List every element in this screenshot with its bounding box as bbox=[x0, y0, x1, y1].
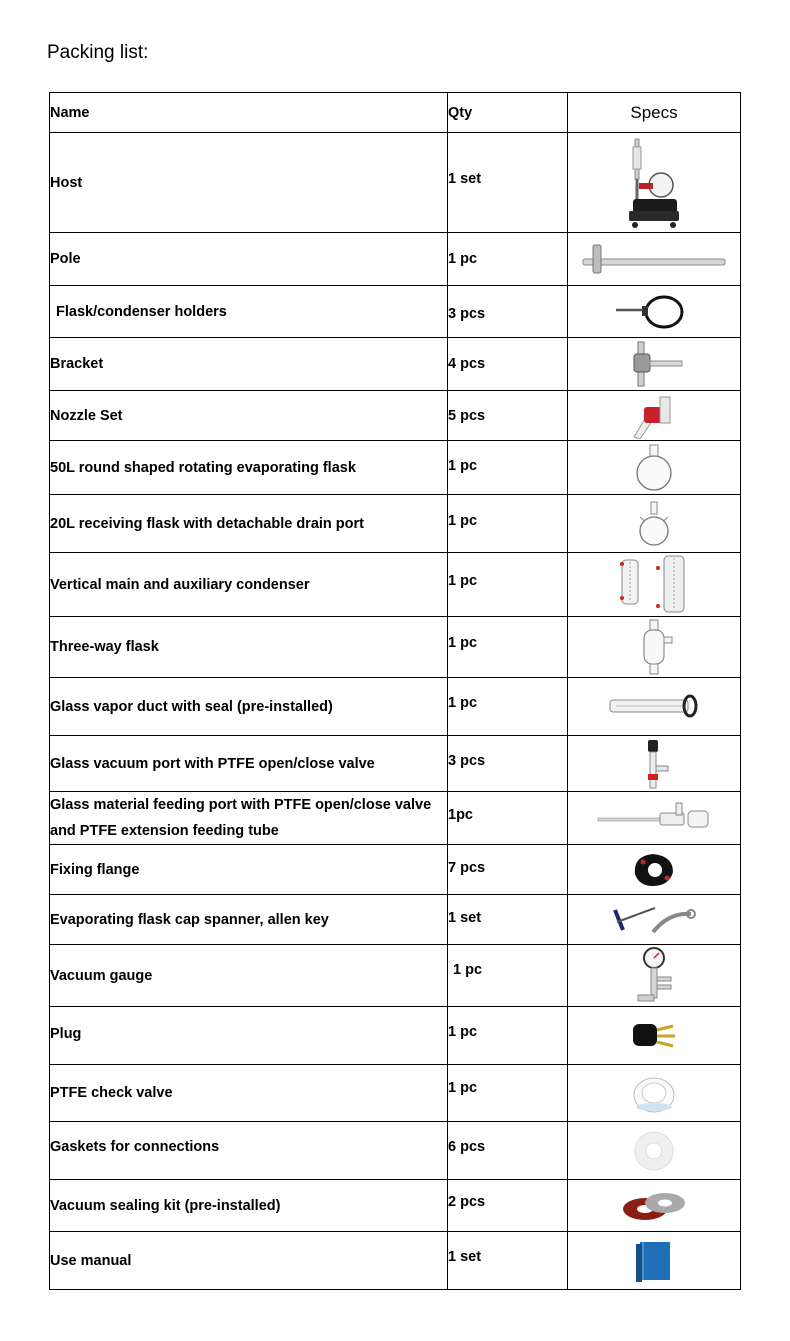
table-row bbox=[50, 133, 741, 233]
table-row bbox=[50, 895, 741, 945]
item-name: 50L round shaped rotating evaporating flask bbox=[50, 441, 448, 495]
item-qty: 3 pcs bbox=[448, 736, 568, 792]
table-row bbox=[50, 945, 741, 1007]
item-spec bbox=[568, 391, 741, 441]
rotary-evaporator-icon bbox=[619, 137, 689, 229]
item-qty: 1 set bbox=[448, 1232, 568, 1290]
vacuum-port-icon bbox=[634, 738, 674, 790]
gasket-icon bbox=[632, 1129, 676, 1173]
page-title: Packing list: bbox=[47, 42, 149, 63]
item-qty: 4 pcs bbox=[448, 338, 568, 391]
check-valve-icon bbox=[629, 1071, 679, 1115]
item-name: Vacuum sealing kit (pre-installed) bbox=[50, 1180, 448, 1232]
table-header-row bbox=[50, 93, 741, 133]
bracket-icon bbox=[624, 340, 684, 388]
item-qty: 1 pc bbox=[448, 495, 568, 553]
item-spec bbox=[568, 736, 741, 792]
item-qty: 7 pcs bbox=[448, 845, 568, 895]
item-name: Glass material feeding port with PTFE open/close valve and PTFE extension feeding tube bbox=[50, 792, 448, 845]
item-qty: 1pc bbox=[448, 792, 568, 845]
item-qty: 1 pc bbox=[448, 678, 568, 736]
item-spec bbox=[568, 617, 741, 678]
item-name: PTFE check valve bbox=[50, 1065, 448, 1122]
item-spec bbox=[568, 1232, 741, 1290]
item-name: Use manual bbox=[50, 1232, 448, 1290]
item-qty: 5 pcs bbox=[448, 391, 568, 441]
item-spec bbox=[568, 1065, 741, 1122]
clamp-ring-icon bbox=[614, 292, 694, 332]
vacuum-gauge-icon bbox=[632, 947, 676, 1005]
item-name: Evaporating flask cap spanner, allen key bbox=[50, 895, 448, 945]
table-row bbox=[50, 792, 741, 845]
item-spec bbox=[568, 338, 741, 391]
table-row bbox=[50, 233, 741, 286]
three-way-flask-icon bbox=[634, 619, 674, 675]
item-name: 20L receiving flask with detachable drain port bbox=[50, 495, 448, 553]
receiving-flask-icon bbox=[632, 501, 676, 547]
item-name: Plug bbox=[50, 1007, 448, 1065]
round-flask-icon bbox=[634, 444, 674, 492]
item-qty: 1 set bbox=[448, 133, 568, 233]
table-row bbox=[50, 286, 741, 338]
item-spec bbox=[568, 233, 741, 286]
item-name: Gaskets for connections bbox=[50, 1122, 448, 1180]
item-name: Nozzle Set bbox=[50, 391, 448, 441]
item-name: Bracket bbox=[50, 338, 448, 391]
sealing-kit-icon bbox=[619, 1189, 689, 1223]
table-row bbox=[50, 845, 741, 895]
table-row bbox=[50, 1180, 741, 1232]
header-name: Name bbox=[50, 93, 448, 133]
item-spec bbox=[568, 1180, 741, 1232]
table-row bbox=[50, 338, 741, 391]
item-name: Glass vacuum port with PTFE open/close valve bbox=[50, 736, 448, 792]
spanner-icon bbox=[609, 904, 699, 936]
nozzle-icon bbox=[626, 393, 682, 439]
condenser-icon bbox=[614, 554, 694, 616]
item-spec bbox=[568, 792, 741, 845]
pole-icon bbox=[579, 241, 729, 277]
table-row bbox=[50, 617, 741, 678]
item-qty: 6 pcs bbox=[448, 1122, 568, 1180]
header-qty: Qty bbox=[448, 93, 568, 133]
item-qty: 2 pcs bbox=[448, 1180, 568, 1232]
table-row bbox=[50, 1065, 741, 1122]
item-spec bbox=[568, 1007, 741, 1065]
item-name: Vertical main and auxiliary condenser bbox=[50, 553, 448, 617]
table-row bbox=[50, 553, 741, 617]
packing-list-table bbox=[49, 92, 741, 1290]
table-row bbox=[50, 441, 741, 495]
item-name: Pole bbox=[50, 233, 448, 286]
table-row bbox=[50, 1122, 741, 1180]
item-spec bbox=[568, 553, 741, 617]
item-name: Fixing flange bbox=[50, 845, 448, 895]
item-spec bbox=[568, 495, 741, 553]
item-spec bbox=[568, 133, 741, 233]
plug-icon bbox=[629, 1016, 679, 1056]
item-qty: 1 pc bbox=[448, 553, 568, 617]
item-qty: 1 pc bbox=[448, 1065, 568, 1122]
fixing-flange-icon bbox=[629, 850, 679, 890]
item-spec bbox=[568, 286, 741, 338]
manual-book-icon bbox=[634, 1238, 674, 1284]
item-spec bbox=[568, 1122, 741, 1180]
item-spec bbox=[568, 678, 741, 736]
item-qty: 1 set bbox=[448, 895, 568, 945]
item-spec bbox=[568, 895, 741, 945]
item-qty: 3 pcs bbox=[448, 286, 568, 338]
item-name: Three-way flask bbox=[50, 617, 448, 678]
table-row bbox=[50, 1232, 741, 1290]
vapor-duct-icon bbox=[606, 692, 702, 722]
item-qty: 1 pc bbox=[448, 1007, 568, 1065]
table-row bbox=[50, 495, 741, 553]
header-specs: Specs bbox=[568, 93, 741, 133]
item-name: Host bbox=[50, 133, 448, 233]
item-name: Vacuum gauge bbox=[50, 945, 448, 1007]
item-spec bbox=[568, 845, 741, 895]
item-spec bbox=[568, 441, 741, 495]
item-spec bbox=[568, 945, 741, 1007]
table-row bbox=[50, 678, 741, 736]
item-qty: 1 pc bbox=[448, 233, 568, 286]
item-name: Flask/condenser holders bbox=[50, 286, 448, 338]
item-qty: 1 pc bbox=[448, 945, 568, 1007]
item-name: Glass vapor duct with seal (pre-installed) bbox=[50, 678, 448, 736]
item-qty: 1 pc bbox=[448, 617, 568, 678]
feeding-port-icon bbox=[594, 801, 714, 835]
table-row bbox=[50, 736, 741, 792]
table-row bbox=[50, 391, 741, 441]
table-row bbox=[50, 1007, 741, 1065]
item-qty: 1 pc bbox=[448, 441, 568, 495]
